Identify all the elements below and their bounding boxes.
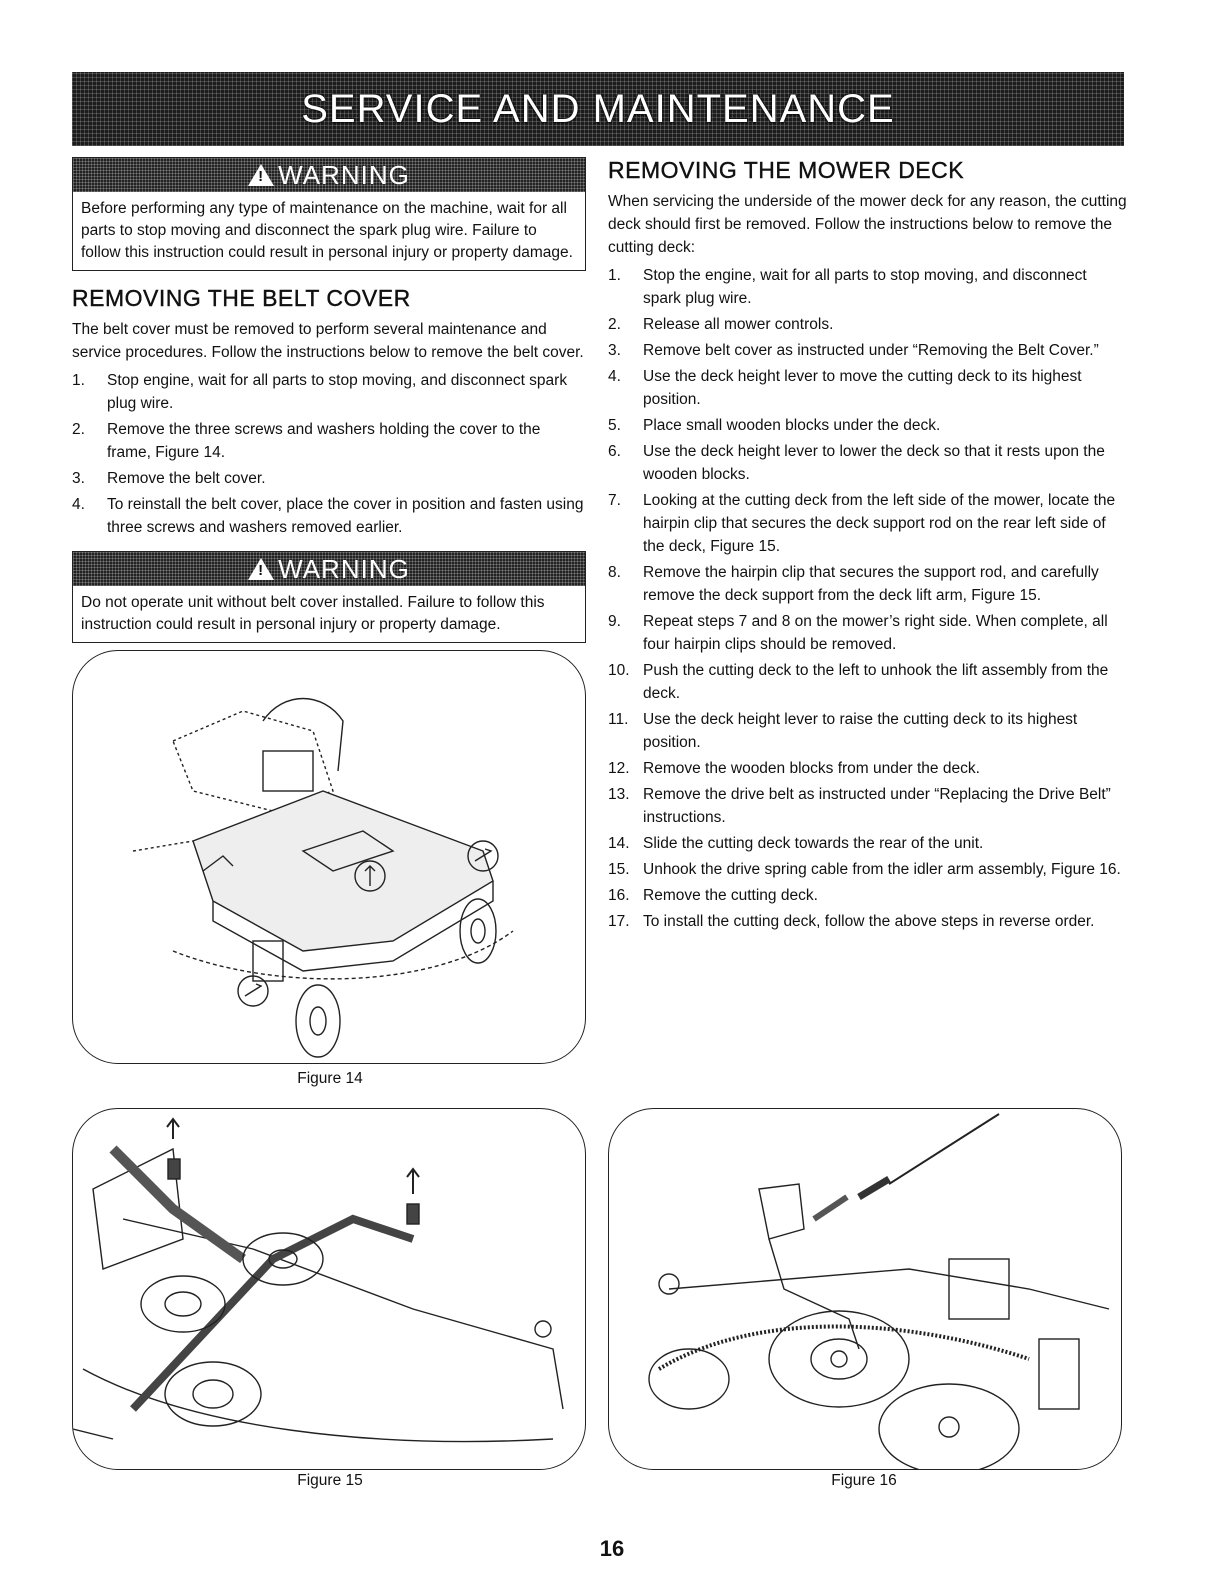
deck-support-hairpin-drawing <box>73 1109 585 1469</box>
list-item: 2. Remove the three screws and washers holding the cover to the frame, Figure 14. <box>72 421 541 461</box>
figure-14-caption: Figure 14 <box>297 1070 363 1087</box>
list-item: 11. Use the deck height lever to raise the cutting deck to its highest position. <box>608 711 1078 751</box>
warning-text: Do not operate unit without belt cover installed. Failure to follow this instruction could result in personal injury or property damage. <box>81 594 545 633</box>
list-item: 13. Remove the drive belt as instructed under “Replacing the Drive Belt” instructions. <box>608 786 1111 826</box>
list-item: 4. Use the deck height lever to move the cutting deck to its highest position. <box>608 368 1082 408</box>
list-item: 1. Stop the engine, wait for all parts to stop moving, and disconnect spark plug wire. <box>608 267 1087 307</box>
mower-deck-intro: When servicing the underside of the mower deck for any reason, the cutting deck should first be removed. Follow the instructions below to remove the cutting deck: <box>608 193 1127 256</box>
list-item: 14. Slide the cutting deck towards the rear of the unit. <box>608 835 984 852</box>
section-banner <box>72 72 1124 146</box>
list-item: 9. Repeat steps 7 and 8 on the mower’s right side. When complete, all four hairpin clips should be removed. <box>608 613 1108 653</box>
drive-spring-cable-drawing <box>609 1109 1121 1469</box>
belt-cover-intro: The belt cover must be removed to perform several maintenance and service procedures. Follow the instructions below to remove the belt cover. <box>72 321 584 361</box>
list-item: 6. Use the deck height lever to lower the deck so that it rests upon the wooden blocks. <box>608 443 1105 483</box>
right-column <box>608 157 1128 936</box>
list-item: 12. Remove the wooden blocks from under the deck. <box>608 760 980 777</box>
list-item: 3. Remove the belt cover. <box>72 470 266 487</box>
belt-cover-steps <box>72 369 586 539</box>
warning-header <box>73 158 585 192</box>
warning-text: Before performing any type of maintenance on the machine, wait for all parts to stop moving and disconnect the spark plug wire. Failure to follow this instruction could result in personal injury or property damage. <box>81 200 573 261</box>
figure-14-illustration <box>72 650 586 1064</box>
list-item: 2. Release all mower controls. <box>608 316 834 333</box>
left-column <box>72 157 586 657</box>
list-item: 15. Unhook the drive spring cable from the idler arm assembly, Figure 16. <box>608 861 1121 878</box>
warning-title: WARNING <box>278 553 410 584</box>
list-item: 10. Push the cutting deck to the left to unhook the lift assembly from the deck. <box>608 662 1109 702</box>
warning-triangle-icon: ! <box>248 164 274 186</box>
list-item: 17. To install the cutting deck, follow the above steps in reverse order. <box>608 913 1095 930</box>
warning-box-maintenance <box>72 157 586 271</box>
mower-deck-steps <box>608 264 1128 933</box>
warning-title: WARNING <box>278 159 410 190</box>
list-item: 3. Remove belt cover as instructed under “Removing the Belt Cover.” <box>608 342 1099 359</box>
page-title: SERVICE AND MAINTENANCE <box>301 86 895 131</box>
list-item: 7. Looking at the cutting deck from the left side of the mower, locate the hairpin clip that secures the deck support rod on the rear left side of the deck, Figure 15. <box>608 492 1116 555</box>
figure-16-illustration <box>608 1108 1122 1470</box>
list-item: 4. To reinstall the belt cover, place the cover in position and fasten using three screws and washers removed earlier. <box>72 496 584 536</box>
mower-deck-heading: REMOVING THE MOWER DECK <box>608 157 965 183</box>
warning-header <box>73 552 585 586</box>
figure-15-illustration <box>72 1108 586 1470</box>
list-item: 16. Remove the cutting deck. <box>608 887 818 904</box>
list-item: 5. Place small wooden blocks under the deck. <box>608 417 941 434</box>
mower-deck-belt-cover-drawing <box>73 651 585 1063</box>
warning-box-belt-cover <box>72 551 586 643</box>
figure-15-caption: Figure 15 <box>297 1472 363 1489</box>
list-item: 8. Remove the hairpin clip that secures the support rod, and carefully remove the deck support from the deck lift arm, Figure 15. <box>608 564 1099 604</box>
list-item: 1. Stop engine, wait for all parts to stop moving, and disconnect spark plug wire. <box>72 372 568 412</box>
warning-triangle-icon: ! <box>248 558 274 580</box>
belt-cover-heading: REMOVING THE BELT COVER <box>72 285 411 311</box>
figure-16-caption: Figure 16 <box>831 1472 897 1489</box>
page-number: 16 <box>599 1536 625 1561</box>
